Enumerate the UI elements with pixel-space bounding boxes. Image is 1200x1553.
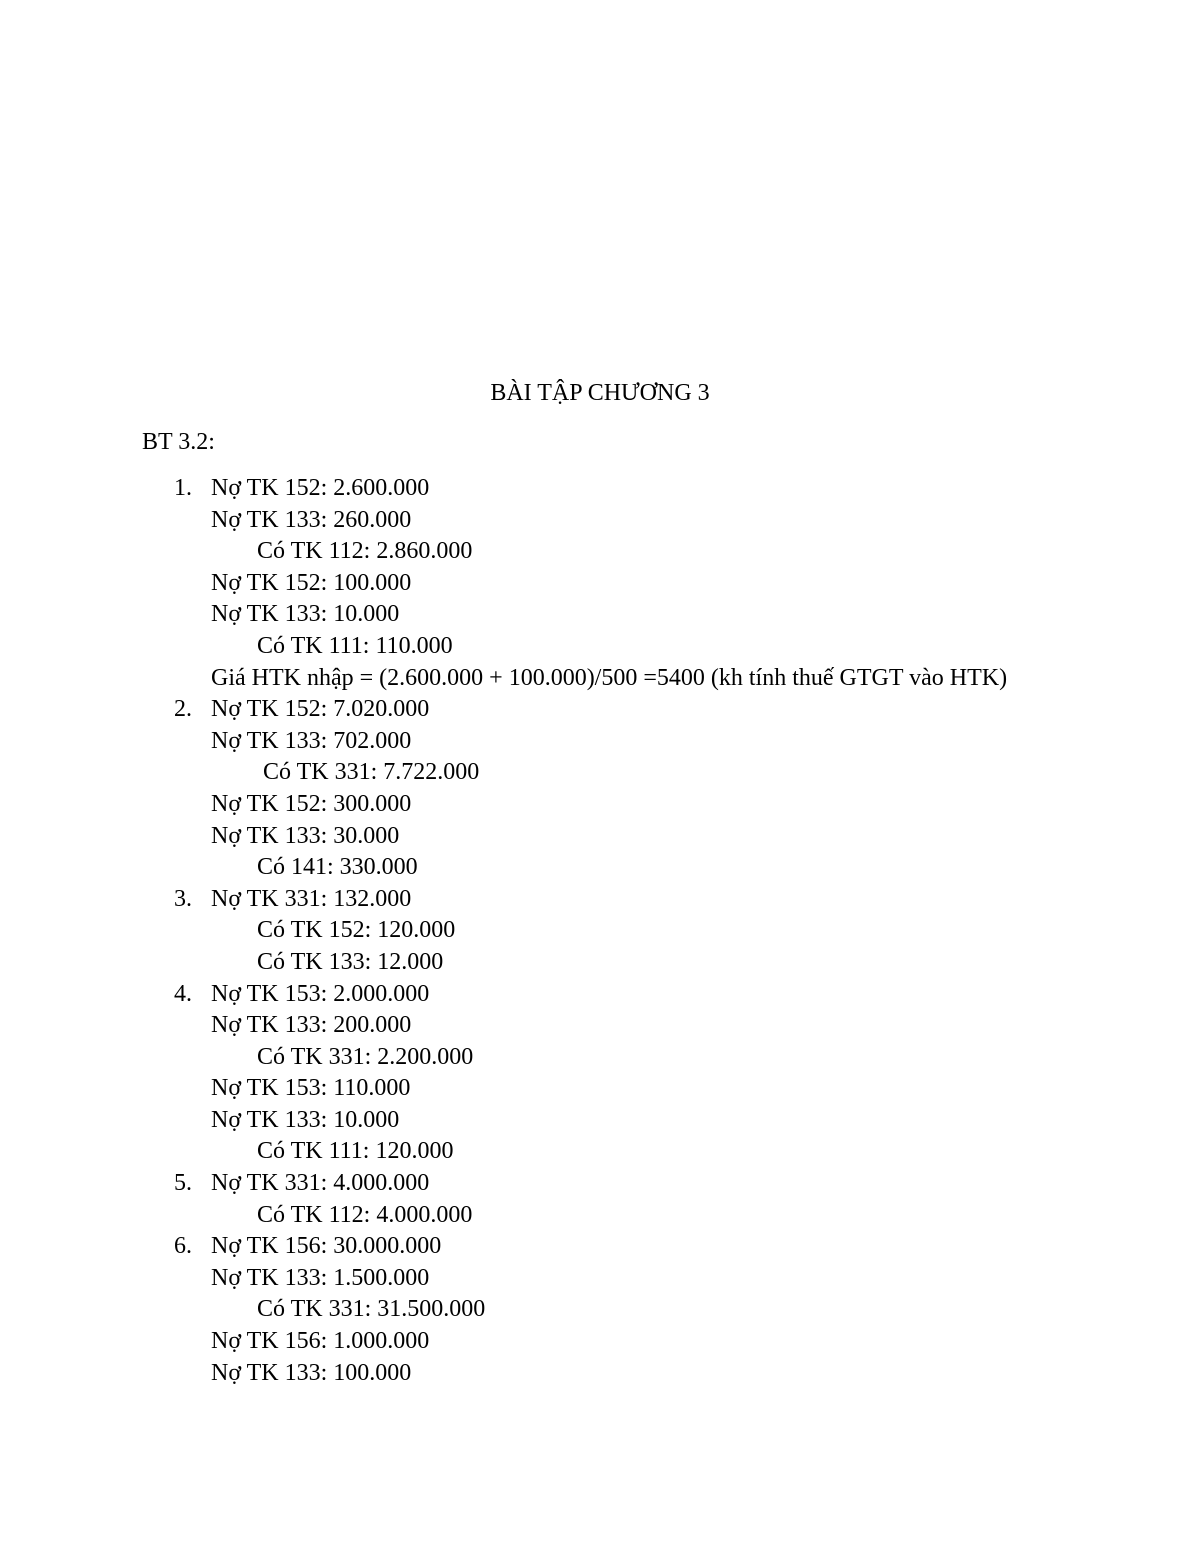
- list-item: [0, 726, 1200, 758]
- list-item: [0, 1263, 1200, 1295]
- page-title: BÀI TẬP CHƯƠNG 3: [490, 380, 710, 406]
- list-item: [0, 473, 1200, 505]
- debit-line: Nợ TK 133: 200.000: [211, 1012, 412, 1039]
- list-item: [0, 631, 1200, 663]
- debit-line: Nợ TK 133: 260.000: [211, 506, 412, 533]
- debit-line: Nợ TK 133: 10.000: [211, 601, 400, 628]
- list-item: [0, 1105, 1200, 1137]
- credit-line: Có TK 111: 120.000: [257, 1138, 454, 1165]
- list-item: [0, 505, 1200, 537]
- note-line: Giá HTK nhập = (2.600.000 + 100.000)/500 =5400 (kh tính thuế GTGT vào HTK): [211, 664, 1008, 691]
- credit-line: Có TK 331: 2.200.000: [257, 1043, 474, 1070]
- credit-line: Có TK 331: 31.500.000: [257, 1296, 486, 1323]
- item-number: 4.: [174, 980, 192, 1007]
- debit-line: Nợ TK 156: 30.000.000: [211, 1233, 442, 1260]
- debit-line: Nợ TK 152: 100.000: [211, 569, 412, 596]
- debit-line: Nợ TK 133: 702.000: [211, 727, 412, 754]
- debit-line: Nợ TK 152: 7.020.000: [211, 696, 430, 723]
- credit-line: Có TK 133: 12.000: [257, 948, 444, 975]
- debit-line: Nợ TK 152: 2.600.000: [211, 475, 430, 501]
- list-item: [0, 757, 1200, 789]
- list-item: [0, 821, 1200, 853]
- credit-line: Có 141: 330.000: [257, 854, 418, 881]
- list-item: [0, 1010, 1200, 1042]
- list-item: [0, 663, 1200, 695]
- list-item: [0, 852, 1200, 884]
- debit-line: Nợ TK 153: 110.000: [211, 1075, 411, 1102]
- debit-line: Nợ TK 331: 4.000.000: [211, 1170, 430, 1197]
- debit-line: Nợ TK 133: 30.000: [211, 822, 400, 849]
- item-number: 3.: [174, 885, 192, 912]
- debit-line: Nợ TK 153: 2.000.000: [211, 980, 430, 1007]
- credit-line: Có TK 331: 7.722.000: [263, 759, 480, 786]
- item-number: 1.: [174, 475, 192, 501]
- list-item: [0, 1231, 1200, 1263]
- list-item: [0, 915, 1200, 947]
- list-item: [0, 979, 1200, 1011]
- list-item: [0, 1073, 1200, 1105]
- journal-entries: [0, 473, 1200, 1389]
- list-item: [0, 947, 1200, 979]
- credit-line: Có TK 112: 2.860.000: [257, 538, 473, 565]
- list-item: [0, 789, 1200, 821]
- item-number: 2.: [174, 696, 192, 723]
- list-item: [0, 1294, 1200, 1326]
- item-number: 5.: [174, 1170, 192, 1197]
- list-item: [0, 1326, 1200, 1358]
- list-item: [0, 536, 1200, 568]
- debit-line: Nợ TK 152: 300.000: [211, 790, 412, 817]
- list-item: [0, 1136, 1200, 1168]
- exercise-label: BT 3.2:: [142, 429, 215, 455]
- debit-line: Nợ TK 133: 10.000: [211, 1106, 400, 1133]
- debit-line: Nợ TK 133: 1.500.000: [211, 1264, 430, 1291]
- list-item: [0, 568, 1200, 600]
- list-item: [0, 1168, 1200, 1200]
- list-item: [0, 1358, 1200, 1390]
- debit-line: Nợ TK 133: 100.000: [211, 1359, 412, 1386]
- credit-line: Có TK 112: 4.000.000: [257, 1201, 473, 1228]
- list-item: [0, 884, 1200, 916]
- debit-line: Nợ TK 156: 1.000.000: [211, 1328, 430, 1355]
- list-item: [0, 1200, 1200, 1232]
- credit-line: Có TK 111: 110.000: [257, 632, 453, 659]
- item-number: 6.: [174, 1233, 192, 1260]
- debit-line: Nợ TK 331: 132.000: [211, 885, 412, 912]
- list-item: [0, 599, 1200, 631]
- list-item: [0, 694, 1200, 726]
- credit-line: Có TK 152: 120.000: [257, 917, 456, 944]
- list-item: [0, 1042, 1200, 1074]
